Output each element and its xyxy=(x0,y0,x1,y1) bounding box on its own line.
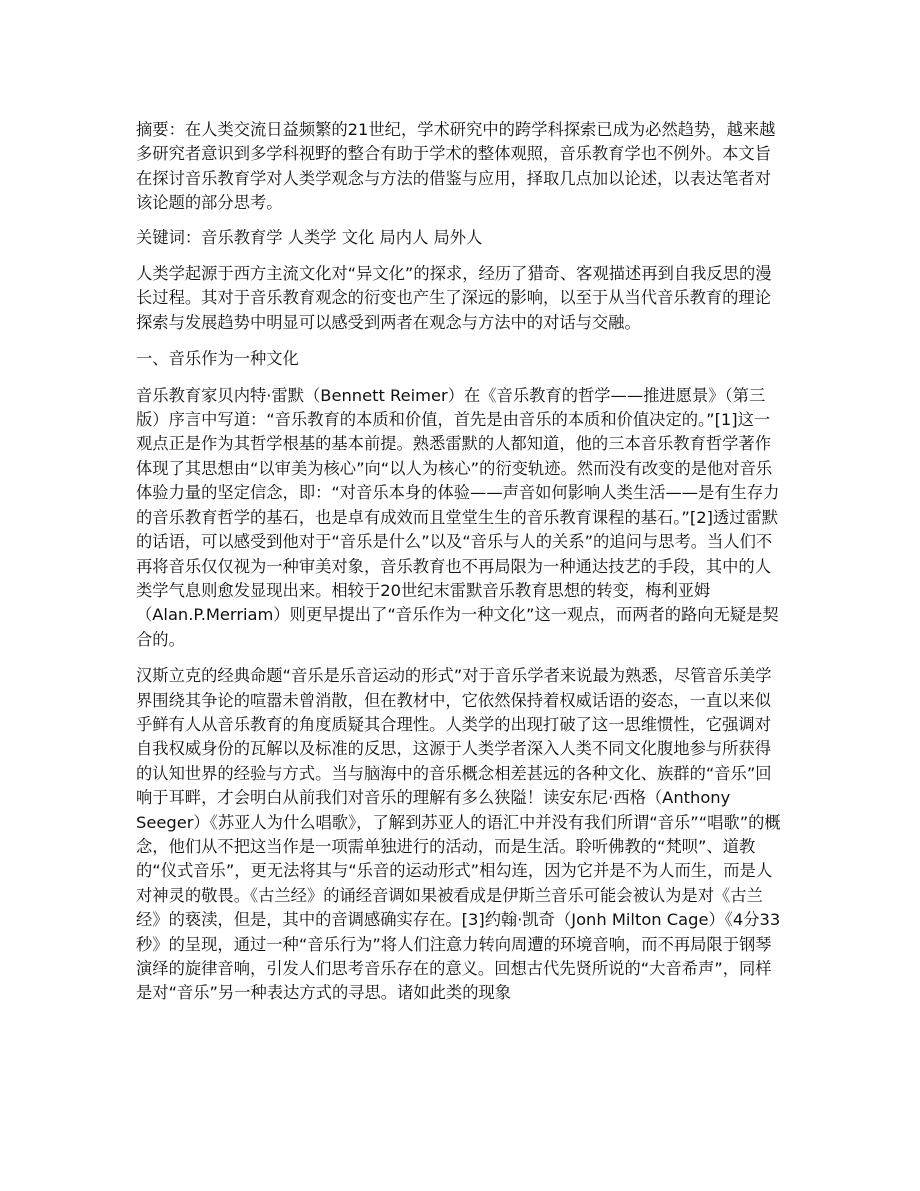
keywords-line: 关键词：音乐教育学 人类学 文化 局内人 局外人 xyxy=(136,227,483,247)
abstract-paragraph: 摘要：在人类交流日益频繁的21世纪，学术研究中的跨学科探索已成为必然趋势，越来越多研究者意识到多学科视野的整合有助于学术的整体观照，音乐教育学也不例外。本文旨在探讨音乐教育学对人类学观念与方法的借鉴与应用，择取几点加以论述，以表达笔者对该论题的部分思考。 xyxy=(136,120,776,213)
body-paragraph-1: 音乐教育家贝内特·雷默（Bennett Reimer）在《音乐教育的哲学——推进愿景》（第三版）序言中写道：“音乐教育的本质和价值，首先是由音乐的本质和价值决定的。”[1]这一观点正是作为其哲学根基的基本前提。熟悉雷默的人都知道，他的三本音乐教育哲学著作体现了其思想由“以审美为核心”向“以人为核心”的衍变轨迹。然而没有改变的是他对音乐体验力量的坚定信念，即：“对音乐本身的体验——声音如何影响人类生活——是有生存力的音乐教育哲学的基石，也是卓有成效而且堂堂生生的音乐教育课程的基石。”[2]透过雷默的话语，可以感受到他对于“音乐是什么”以及“音乐与人的关系”的追问与思考。当人们不再将音乐仅仅视为一种审美对象，音乐教育也不再局限为一种通达技艺的手段，其中的人类学气息则愈发显现出来。相较于20世纪末雷默音乐教育思想的转变，梅利亚姆（Alan.P.Merriam）则更早提出了“音乐作为一种文化”这一观点，而两者的路向无疑是契合的。 xyxy=(136,385,780,649)
body-paragraph-2: 汉斯立克的经典命题“音乐是乐音运动的形式”对于音乐学者来说最为熟悉，尽管音乐美学界围绕其争论的喧嚣未曾消散，但在教材中，它依然保持着权威话语的姿态，一直以来似乎鲜有人从音乐教育的角度质疑其合理性。人类学的出现打破了这一思维惯性，它强调对自我权威身份的瓦解以及标准的反思，这源于人类学者深入人类不同文化腹地参与所获得的认知世界的经验与方式。当与脑海中的音乐概念相差甚远的各种文化、族群的“音乐”回响于耳畔，才会明白从前我们对音乐的理解有多么狭隘！读安东尼·西格（Anthony Seeger）《苏亚人为什么唱歌》，了解到苏亚人的语汇中并没有我们所谓“音乐”“唱歌”的概念，他们从不把这当作是一项需单独进行的活动，而是生活。聆听佛教的“梵呗”、道教的“仪式音乐”，更无法将其与“乐音的运动形式”相勾连，因为它并是不为人而生，而是人对神灵的敬畏。《古兰经》的诵经音调如果被看成是伊斯兰音乐可能会被认为是对《古兰经》的亵渎，但是，其中的音调感确实存在。[3]约翰·凯奇（Jonh Milton Cage）《4分33秒》的呈现，通过一种“音乐行为”将人们注意力转向周遭的环境音响，而不再局限于钢琴演绎的旋律音响，引发人们思考音乐存在的意义。回想古代先贤所说的“大音希声”，同样是对“音乐”另一种表达方式的寻思。诸如此类的现象 xyxy=(136,666,781,1003)
intro-paragraph: 人类学起源于西方主流文化对“异文化”的探求，经历了猎奇、客观描述再到自我反思的漫长过程。其对于音乐教育观念的衍变也产生了深远的影响，以至于从当代音乐教育的理论探索与发展趋势中明显可以感受到两者在观念与方法中的对话与交融。 xyxy=(136,264,772,332)
document-page xyxy=(136,118,786,1006)
section-heading: 一、音乐作为一种文化 xyxy=(136,349,299,369)
